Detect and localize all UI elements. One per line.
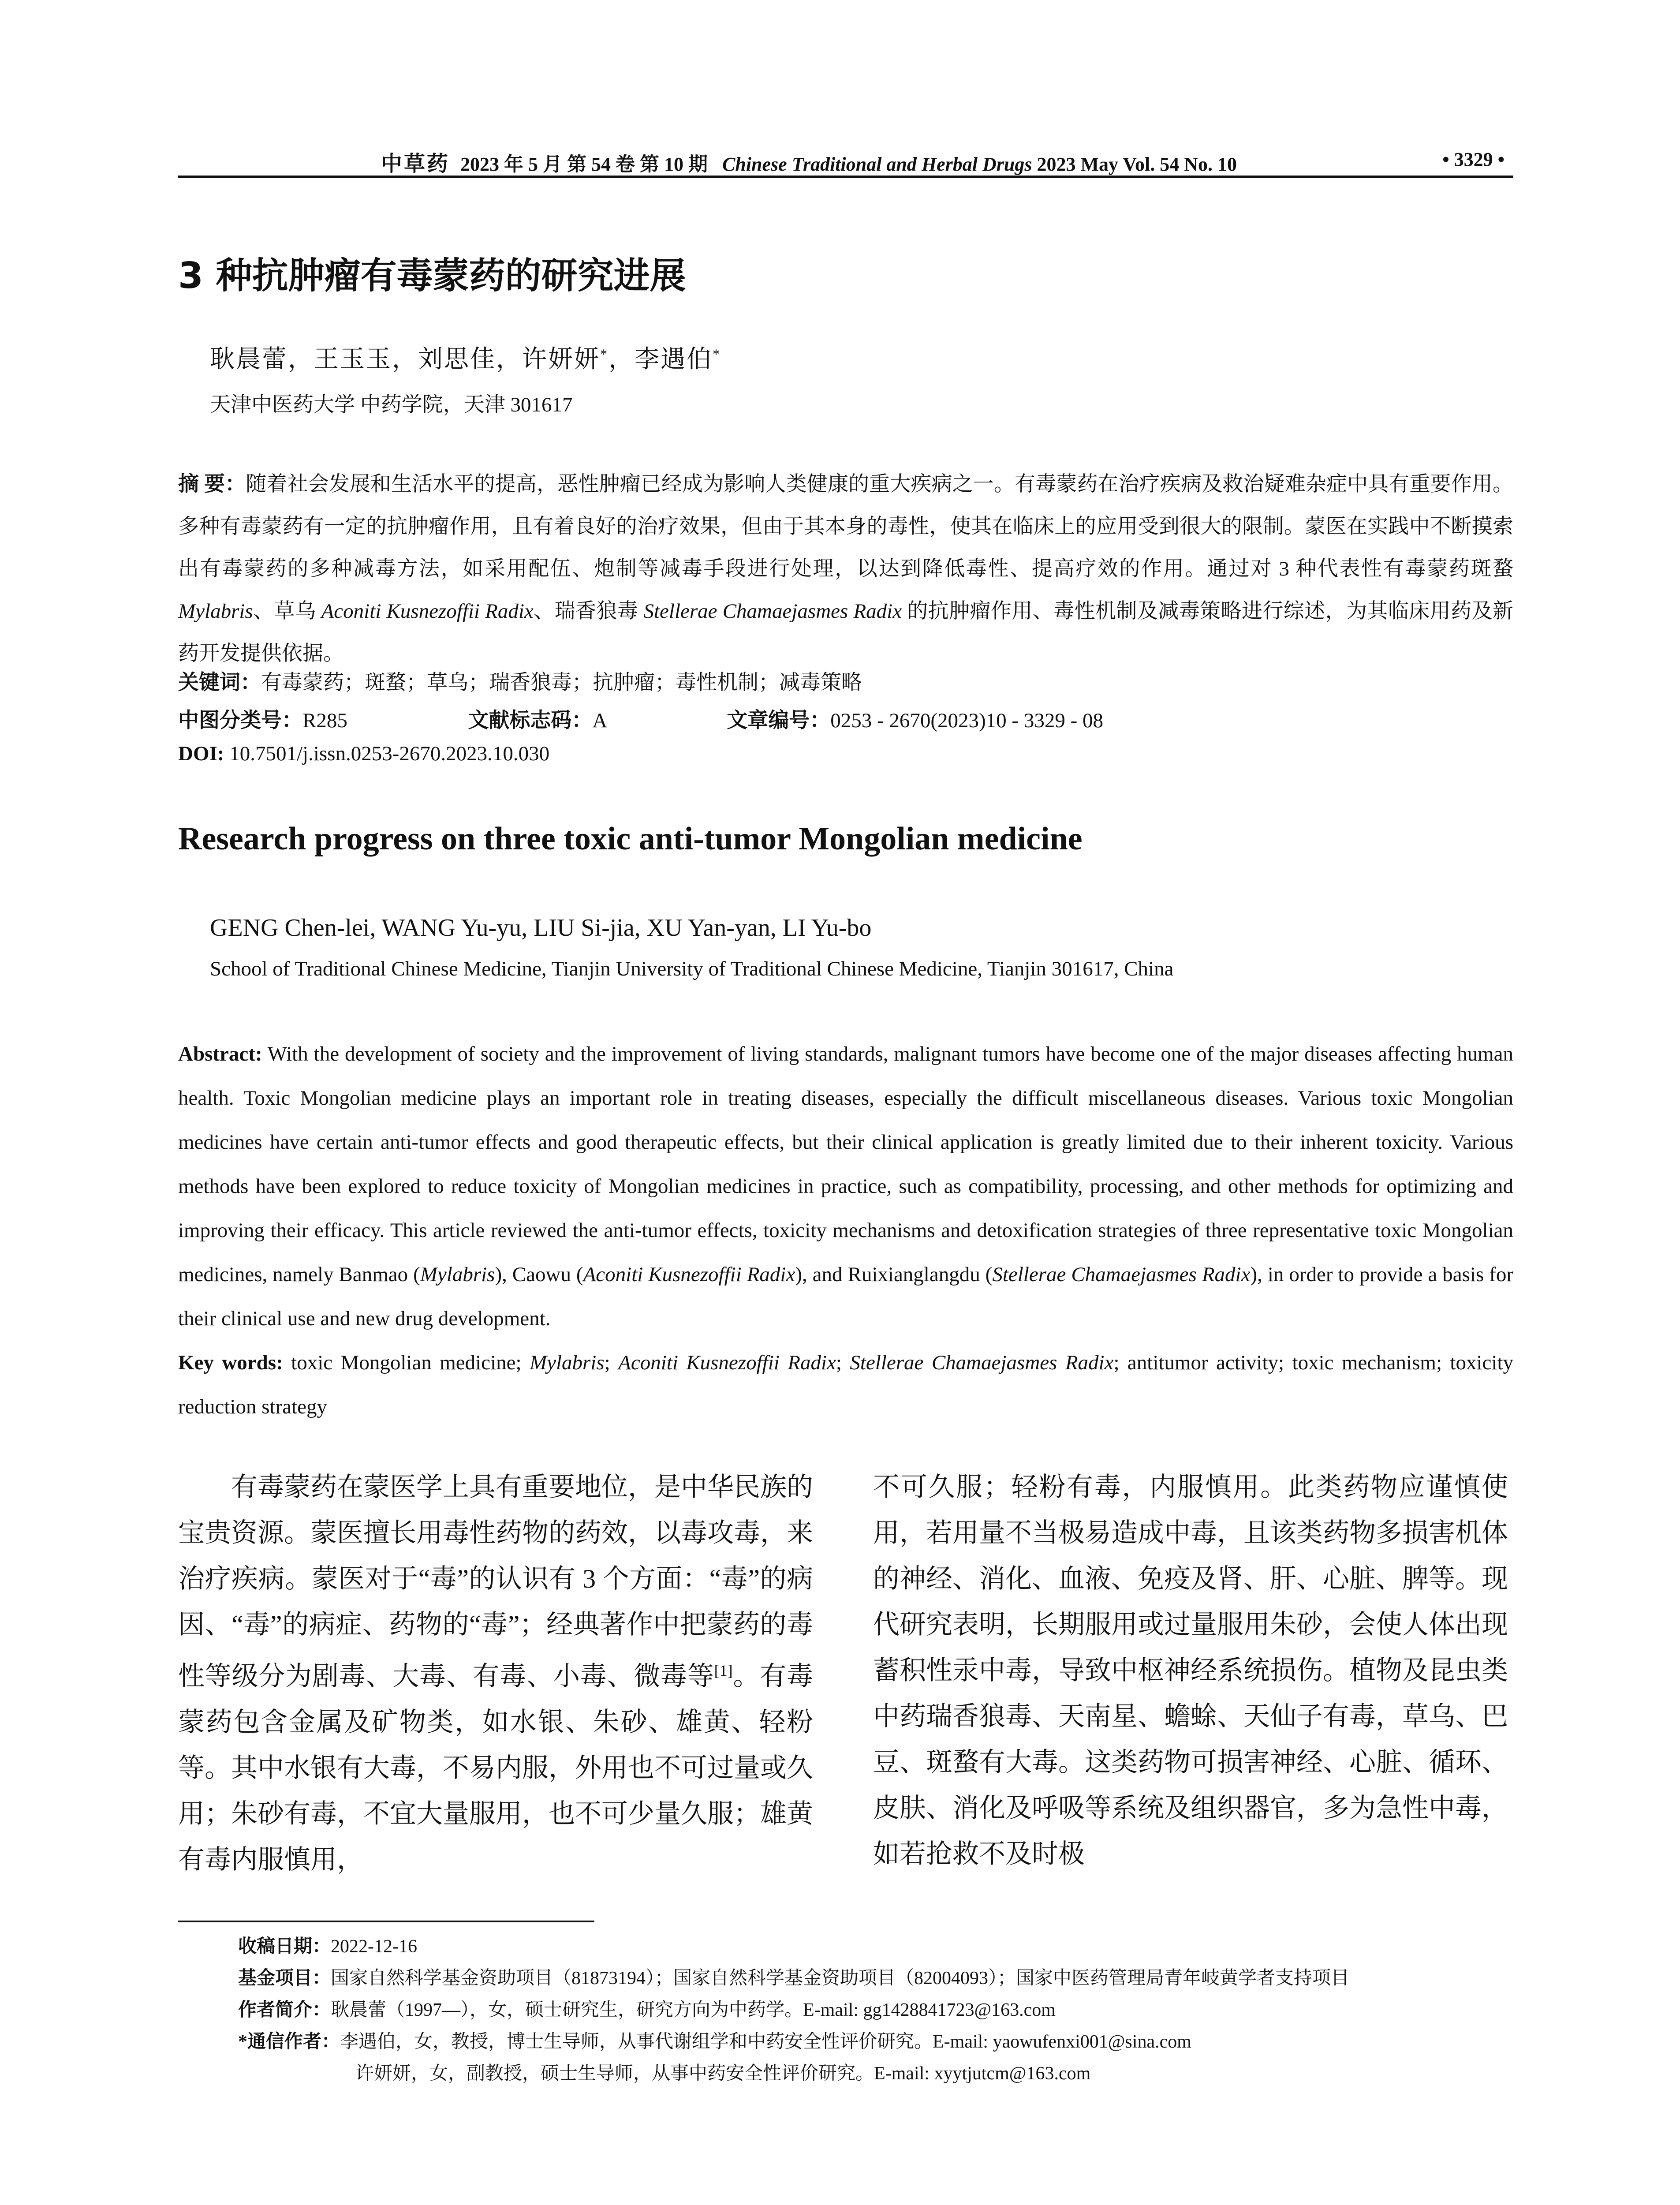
doi-line [178,742,549,766]
header-rule [178,176,1513,178]
abstract-cn-text: 、草乌 [253,600,321,623]
footnote-received [238,1931,1517,1962]
species-name: Aconiti Kusnezoffii Radix [321,600,534,623]
species-name: Stellerae Chamaejasmes Radix [643,600,902,623]
footnote-text: 李遇伯，女，教授，博士生导师，从事代谢组学和中药安全性评价研究。E-mail: yaowufenxi001@sina.com [340,2032,1191,2052]
abstract-en-label: Abstract: [178,1043,262,1065]
body-paragraph [178,1464,813,1883]
citation-ref[interactable]: [1] [714,1662,733,1679]
issue-en: 2023 May Vol. 54 No. 10 [1037,153,1237,175]
species-name: Aconiti Kusnezoffii Radix [618,1351,836,1374]
keywords-en-label: Key words: [178,1351,283,1374]
corr-mark: * [600,346,609,362]
species-name: Stellerae Chamaejasmes Radix [850,1351,1114,1374]
abstract-en-text: With the development of society and the improvement of living standards, malignant tumors have become one of the major diseases affecting human health. Toxic Mongolian medicine plays an important role in treating diseases, especially the difficult miscellaneous diseases. Various toxic Mongolian medicines have certain anti-tumor effects and good therapeutic effects, but their clinical application is greatly limited due to their inherent toxicity. Various methods have been explored to reduce toxicity of Mongolian medicines in practice, such as compatibility, processing, and other methods for optimizing and improving their efficacy. This article reviewed the anti-tumor effects, toxicity mechanisms and detoxification strategies of three representative toxic Mongolian medicines, namely Banmao ( [178,1043,1513,1286]
journal-logo-cn: 中草药 [381,152,450,176]
abstract-cn-text: 随着社会发展和生活水平的提高，恶性肿瘤已经成为影响人类健康的重大疾病之一。有毒蒙药在治疗疾病及救治疑难杂症中具有重要作用。多种有毒蒙药有一定的抗肿瘤作用，且有着良好的治疗效果，但由于其本身的毒性，使其在临床上的应用受到很大的限制。蒙医在实践中不断摸索出有毒蒙药的多种减毒方法，如采用配伍、炮制等减毒手段进行处理，以达到降低毒性、提高疗效的作用。通过对 3 种代表性有毒蒙药斑蝥 [178,473,1513,580]
body-text: 。有毒蒙药包含金属及矿物类，如水银、朱砂、雄黄、轻粉等。其中水银有大毒，不易内服，外用也不可过量或久用；朱砂有毒，不宜大量服用，也不可少量久服；雄黄有毒内服慎用， [178,1662,814,1874]
body-paragraph: 不可久服；轻粉有毒，内服慎用。此类药物应谨慎使用，若用量不当极易造成中毒，且该类药物多损害机体的神经、消化、血液、免疫及肾、肝、心脏、脾等。现代研究表明，长期服用或过量服用朱砂，会使人体出现蓄积性汞中毒，导致中枢神经系统损伤。植物及昆虫类中药瑞香狼毒、天南星、蟾蜍、天仙子有毒，草乌、巴豆、斑蝥有大毒。这类药物可损害神经、心脏、循环、皮肤、消化及呼吸等系统及组织器官，多为急性中毒，如若抢救不及时极 [873,1472,1508,1869]
keywords-en-text: ; [604,1351,619,1374]
title-en: Research progress on three toxic anti-tumor Mongolian medicine [178,821,1083,857]
corr-mark: * [713,346,721,362]
authors-cn-main: 耿晨蕾，王玉玉，刘思佳，许妍妍 [210,346,600,373]
footnote-label: 基金项目： [238,1968,331,1988]
doi-label: DOI: [178,742,224,765]
footnote-text: 耿晨蕾（1997—），女，硕士研究生，研究方向为中药学。E-mail: gg1428841723@163.com [331,2000,1056,2020]
footnote-label: 作者简介： [238,2000,331,2020]
footnote-fund [238,1962,1517,1994]
affiliation-cn: 天津中医药大学 中药学院，天津 301617 [210,393,573,416]
footnotes [238,1931,1517,2089]
author-cn-last: 李遇伯 [635,346,713,373]
species-name: Mylabris [178,600,253,623]
keywords-en-text: toxic Mongolian medicine; [291,1351,530,1374]
footnote-corresponding [238,2026,1517,2058]
keywords-en-text: ; [836,1351,850,1374]
clc-value: R285 [302,709,347,732]
abstract-cn [178,463,1513,675]
keywords-cn-text: 有毒蒙药；斑蝥；草乌；瑞香狼毒；抗肿瘤；毒性机制；减毒策略 [261,671,862,694]
species-name: Stellerae Chamaejasmes Radix [992,1263,1251,1286]
keywords-cn-label: 关键词： [178,671,261,694]
doi-value: 10.7501/j.issn.0253-2670.2023.10.030 [229,742,550,765]
footnote-text: 国家自然科学基金资助项目（81873194）；国家自然科学基金资助项目（82004093）；国家中医药管理局青年岐黄学者支持项目 [331,1968,1350,1988]
running-header [178,145,1513,180]
footnote-text: 2022-12-16 [331,1936,417,1957]
abstract-en-text: ), and Ruixianglangdu ( [795,1263,993,1286]
affiliation-en: School of Traditional Chinese Medicine, Tianjin University of Traditional Chinese Medicine, Tianjin 301617, China [210,957,1174,980]
clc-label: 中图分类号： [178,709,302,732]
abstract-en-text: ), Caowu ( [495,1263,583,1286]
abstract-cn-text: 的抗肿瘤作用、毒性机制及减毒策略进行综述，为其临床用药及新药开发提供依据。 [178,600,1513,665]
abstract-cn-label: 摘 要： [178,473,246,496]
footnote-label: 收稿日期： [238,1936,331,1957]
species-name: Aconiti Kusnezoffii Radix [583,1263,795,1286]
issue-info [460,148,1237,176]
species-name: Mylabris [529,1351,605,1374]
footnote-label: *通信作者： [238,2032,340,2052]
abstract-en-text: ), in order to provide a basis for their clinical use and new drug development. [178,1263,1513,1330]
article-no-label: 文章编号： [727,709,831,732]
body-column-left [178,1464,813,1883]
abstract-cn-text: 、瑞香狼毒 [533,600,644,623]
issue-cn: 2023 年 5 月 第 54 卷 第 10 期 [460,153,708,175]
footnote-rule [178,1921,594,1922]
keywords-en-text: ; antitumor activity; toxic mechanism; toxicity reduction strategy [178,1351,1514,1418]
authors-en: GENG Chen-lei, WANG Yu-yu, LIU Si-jia, XU Yan-yan, LI Yu-bo [210,914,872,942]
classification-line [178,704,1103,733]
authors-cn: 耿晨蕾，王玉玉，刘思佳，许妍妍*，李遇伯* [210,346,721,373]
journal-name-en: Chinese Traditional and Herbal Drugs [722,153,1032,175]
doccode-label: 文献标志码： [468,709,593,732]
keywords-cn [178,666,862,695]
article-no-value: 0253 - 2670(2023)10 - 3329 - 08 [830,709,1103,732]
body-column-right [873,1464,1508,1877]
title-cn: 3 种抗肿瘤有毒蒙药的研究进展 [178,255,686,297]
footnote-corresponding-2: 许妍妍，女，副教授，硕士生导师，从事中药安全性评价研究。E-mail: xyytjutcm@163.com [355,2063,1091,2084]
footnote-bio [238,1994,1517,2026]
species-name: Mylabris [420,1263,495,1286]
page-number: • 3329 • [1442,149,1505,170]
abstract-en [178,1032,1513,1429]
body-text: 有毒蒙药在蒙医学上具有重要地位，是中华民族的宝贵资源。蒙医擅长用毒性药物的药效，以毒攻毒，来治疗疾病。蒙医对于“毒”的认识有 3 个方面：“毒”的病因、“毒”的病症、药物的“毒”；经典著作中把蒙药的毒性等级分为剧毒、大毒、有毒、小毒、微毒等 [178,1472,813,1691]
doccode-value: A [592,709,606,732]
